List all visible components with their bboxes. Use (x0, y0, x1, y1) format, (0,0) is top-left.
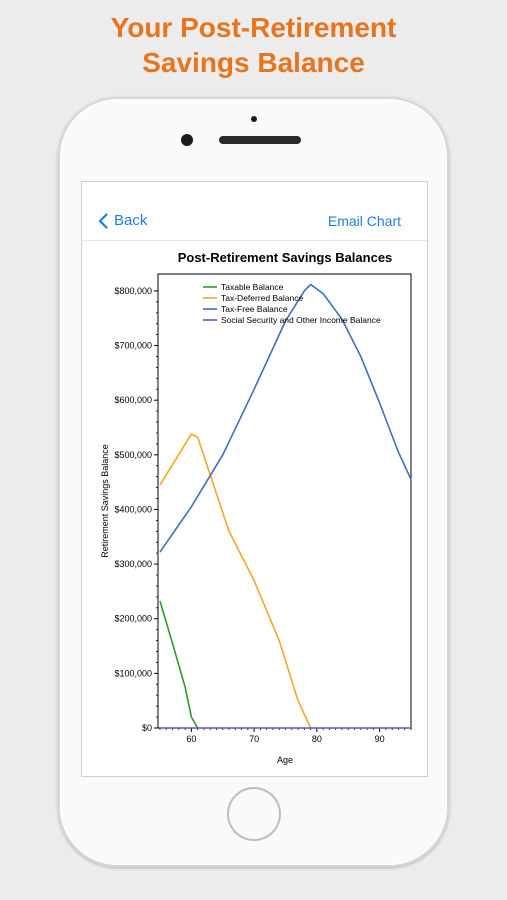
page-headline (0, 10, 507, 80)
legend-label: Social Security and Other Income Balance (221, 315, 381, 325)
app-screen (81, 181, 428, 777)
back-button[interactable] (98, 212, 147, 229)
legend-label: Tax-Free Balance (221, 304, 288, 314)
x-tick-label: 60 (186, 734, 197, 744)
x-tick-label: 90 (374, 734, 385, 744)
legend-label: Taxable Balance (221, 282, 284, 292)
x-axis (186, 728, 384, 744)
y-tick-label: $800,000 (114, 285, 152, 296)
x-axis-label: Age (276, 755, 294, 765)
y-tick-label: $400,000 (114, 504, 152, 515)
legend-label: Tax-Deferred Balance (221, 293, 304, 303)
y-tick-label: $700,000 (114, 340, 152, 351)
y-tick-label: $600,000 (114, 395, 152, 406)
back-button-label: Back (114, 212, 148, 229)
earpiece-speaker (219, 136, 301, 144)
y-tick-label: $0 (141, 723, 152, 733)
email-chart-button[interactable]: Email Chart (327, 213, 401, 229)
headline-line-1: Your Post-Retirement (110, 12, 397, 43)
chart-title: Post-Retirement Savings Balances (177, 250, 393, 265)
y-tick-label: $500,000 (114, 449, 152, 460)
x-tick-label: 80 (311, 734, 322, 744)
front-camera (181, 134, 193, 146)
navigation-bar (82, 182, 427, 241)
chevron-left-icon (98, 213, 108, 229)
y-tick-label: $100,000 (114, 668, 152, 679)
y-axis-label: Retirement Savings Balance (100, 444, 110, 558)
headline-line-2: Savings Balance (142, 47, 365, 78)
y-tick-label: $200,000 (114, 613, 152, 624)
savings-chart (82, 240, 427, 777)
home-button[interactable] (227, 787, 281, 841)
x-tick-label: 70 (249, 734, 260, 744)
y-axis (114, 286, 158, 733)
y-tick-label: $300,000 (114, 559, 152, 570)
proximity-sensor (251, 116, 257, 122)
